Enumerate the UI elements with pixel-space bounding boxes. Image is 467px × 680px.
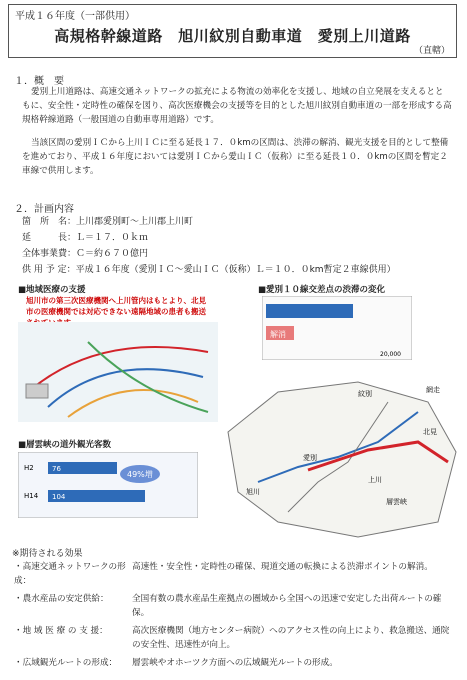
effects-heading: ※期待される効果 xyxy=(12,549,83,559)
tourism-row-label: H2 xyxy=(24,464,34,472)
overview-paragraph-2: 当該区間の愛別ＩＣから上川ＩＣに至る延長１７．０kmの区間は、渋滞の解消、観光支援を目的として整備を進めており、平成１６年度においては愛別ＩＣから愛山ＩＣ（仮称）に至る延長１０．０kmの区間を暫定２車線で供用します。 xyxy=(22,138,449,176)
year-label: 平成１６年度（一部供用） xyxy=(15,11,135,22)
plan-label: 全体事業費： xyxy=(22,249,77,259)
effect-desc: 高次医療機関（地方センター病院）へのアクセス性の向上により、救急搬送、通院の安全性、迅速性が向上。 xyxy=(132,626,450,650)
title-box xyxy=(8,4,457,58)
effect-desc: 層雲峡やオホーツク方面への広域観光ルートの形成。 xyxy=(132,658,338,668)
route-map xyxy=(218,372,462,542)
effect-item xyxy=(14,624,459,652)
map-place-label: 上川 xyxy=(368,476,382,484)
congestion-chart xyxy=(262,296,412,360)
medical-access-diagram xyxy=(18,322,218,422)
plan-heading: ２．計画内容 xyxy=(14,204,74,215)
plan-row-cost xyxy=(22,246,148,259)
effect-item xyxy=(14,656,459,670)
hospital-icon xyxy=(26,384,48,398)
jurisdiction-label: （直轄） xyxy=(413,46,450,56)
tourism-value: 104 xyxy=(52,493,66,501)
plan-label: 延 長： xyxy=(22,233,77,243)
effect-item xyxy=(14,592,459,620)
medical-note: 旭川市の第三次医療機関へ上川管内はもとより、北見市の医療機関では対応できない遠隔地域の患者も搬送 xyxy=(26,296,206,316)
map-place-label: 網走 xyxy=(426,386,440,394)
tourism-value: 76 xyxy=(52,465,61,473)
plan-value: 平成１６年度（愛別ＩＣ～愛山ＩＣ（仮称）Ｌ＝１０．０km暫定２車線供用） xyxy=(75,265,396,275)
overview-paragraph-1: 愛別上川道路は、高速交通ネットワークの拡充による物流の効率化を支援し、地域の自立発展を支えるとともに、安全性・定時性の確保を図り、高次医療機会の支援等を目的とした旭川紋別自動車道の一部を形成する高規格幹線道路（一般国道の自動車専用道路）です。 xyxy=(22,87,452,125)
medical-panel-title: ■地域医療の支援 xyxy=(18,285,86,295)
congestion-axis-max: 20,000 xyxy=(380,351,401,358)
effect-head: ・農水産品の安定供給： xyxy=(14,594,109,604)
plan-value: Ｃ＝約６７０億円 xyxy=(76,249,149,259)
effect-desc: 高速性・安全性・定時性の確保、現道交通の転換による渋滞ポイントの解消。 xyxy=(132,562,433,572)
plan-row-schedule xyxy=(22,262,396,275)
tourism-chart xyxy=(18,452,198,518)
congestion-bar-label: 解消 xyxy=(270,330,286,339)
map-place-label: 旭川 xyxy=(246,488,260,496)
effect-head: ・高速交通ネットワークの形成： xyxy=(14,562,126,586)
congestion-panel-title: ■愛別１０線交差点の渋滞の変化 xyxy=(258,285,386,295)
tourism-row-label: H14 xyxy=(24,492,39,500)
map-place-label: 北見 xyxy=(423,428,437,436)
effect-head: ・広域観光ルートの形成： xyxy=(14,658,118,668)
tourism-panel-title: ■層雲峡の道外観光客数 xyxy=(18,440,112,450)
map-place-label: 層雲峡 xyxy=(386,498,407,506)
plan-label: 供 用 予 定： xyxy=(22,265,76,275)
effect-item xyxy=(14,560,459,588)
map-place-label: 紋別 xyxy=(358,390,372,398)
congestion-bar-before xyxy=(266,304,353,318)
plan-value: Ｌ＝１７．０ｋｍ xyxy=(76,233,149,243)
page-title: 高規格幹線道路 旭川紋別自動車道 愛別上川道路 xyxy=(54,27,411,45)
map-place-label: 愛別 xyxy=(303,454,317,462)
tourism-increase-label: 49%増 xyxy=(127,470,153,479)
plan-row-location xyxy=(22,214,193,227)
chart-frame xyxy=(18,452,198,518)
overview-heading: １．概 要 xyxy=(14,76,64,87)
effect-head: ・地 域 医 療 の 支 援： xyxy=(14,626,108,636)
plan-row-length xyxy=(22,230,148,243)
plan-value: 上川郡愛別町～上川郡上川町 xyxy=(76,217,194,227)
plan-label: 箇 所 名： xyxy=(22,217,77,227)
effect-desc: 全国有数の農水産品生産拠点の圏域から全国への迅速で安定した出荷ルートの確保。 xyxy=(132,594,442,618)
